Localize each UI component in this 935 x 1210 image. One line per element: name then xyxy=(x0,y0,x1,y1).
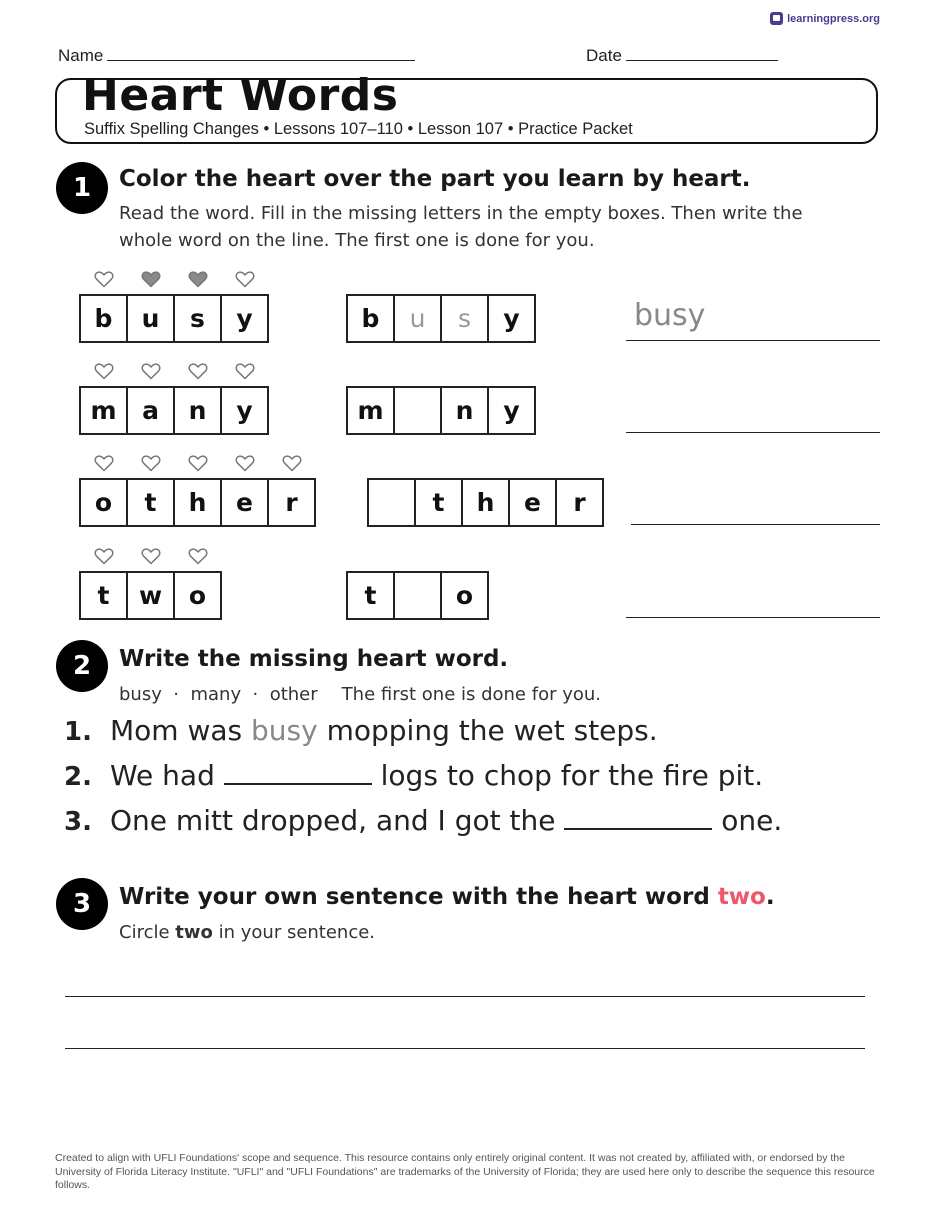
heart-icon[interactable] xyxy=(173,363,222,385)
heart-row xyxy=(79,455,316,477)
letter-tile: t xyxy=(126,478,175,527)
practice-letter-tile[interactable]: u xyxy=(393,294,442,343)
letter-tile: h xyxy=(173,478,222,527)
heart-icon[interactable] xyxy=(173,548,222,570)
footer-disclaimer: Created to align with UFLI Foundations' scope and sequence. This resource contains only entirely original content. It was not created by, affiliated with, or endorsed by the University of Florida Literacy Institute. "UFLI" and "UFLI Foundations" are trademarks of the University of Florida; they are used here only to describe the sequence this resource follows. xyxy=(55,1152,875,1191)
heart-row xyxy=(79,271,269,293)
writing-line-2[interactable] xyxy=(65,1047,865,1049)
instr-word: two xyxy=(175,922,213,943)
name-label: Name xyxy=(58,46,104,65)
heart-icon[interactable] xyxy=(220,363,269,385)
heart-icon[interactable] xyxy=(126,363,175,385)
date-line xyxy=(626,46,778,61)
answer-blank[interactable] xyxy=(224,761,372,785)
name-line xyxy=(107,46,415,61)
practice-letter-tile: o xyxy=(440,571,489,620)
word-tiles xyxy=(79,478,316,527)
word-tiles xyxy=(79,294,269,343)
heart-word-highlight: two xyxy=(717,884,766,910)
date-label: Date xyxy=(586,46,622,65)
letter-tile: w xyxy=(126,571,175,620)
heart-icon[interactable] xyxy=(267,455,316,477)
letter-tile: m xyxy=(79,386,128,435)
sentence-1 xyxy=(64,714,658,747)
written-answer: busy xyxy=(634,298,706,333)
sentence-answer: busy xyxy=(251,714,318,747)
section-2-word-bank xyxy=(119,681,601,708)
brand-text: learningpress.org xyxy=(787,12,880,25)
heart-icon[interactable] xyxy=(79,455,128,477)
sentence-3 xyxy=(64,804,782,837)
section-1-instructions-line1: Read the word. Fill in the missing letters in the empty boxes. Then write the xyxy=(119,203,803,224)
practice-tiles xyxy=(346,571,489,620)
sentence-text: Mom was xyxy=(110,714,252,747)
page-subtitle: Suffix Spelling Changes • Lessons 107–110 • Lesson 107 • Practice Packet xyxy=(84,120,633,138)
practice-letter-tile: t xyxy=(414,478,463,527)
instr-text: Circle xyxy=(119,922,176,943)
letter-tile: n xyxy=(173,386,222,435)
page-title: Heart Words xyxy=(82,70,399,121)
section-2-heading: Write the missing heart word. xyxy=(119,646,509,672)
section-1-instructions-line2: whole word on the line. The first one is done for you. xyxy=(119,230,595,251)
letter-tile: o xyxy=(79,478,128,527)
word-tiles xyxy=(79,386,269,435)
sentence-text: We had xyxy=(110,759,224,792)
sentence-number: 1. xyxy=(64,717,92,747)
practice-letter-tile[interactable]: s xyxy=(440,294,489,343)
heart-icon[interactable] xyxy=(126,271,175,293)
word-tiles xyxy=(79,571,222,620)
practice-letter-tile: b xyxy=(346,294,395,343)
sentence-text: logs to chop for the fire pit. xyxy=(371,759,764,792)
answer-line[interactable] xyxy=(626,431,880,433)
section-1-heading: Color the heart over the part you learn by heart. xyxy=(119,166,751,192)
sentence-text: mopping the wet steps. xyxy=(317,714,658,747)
section-3-instructions xyxy=(119,919,375,946)
heart-icon[interactable] xyxy=(220,455,269,477)
practice-letter-tile: h xyxy=(461,478,510,527)
sentence-number: 3. xyxy=(64,807,92,837)
section-3-number: 3 xyxy=(56,878,108,930)
answer-line[interactable] xyxy=(631,523,880,525)
letter-tile: o xyxy=(173,571,222,620)
brand-logo-icon xyxy=(770,12,783,25)
heart-icon[interactable] xyxy=(79,548,128,570)
letter-tile: e xyxy=(220,478,269,527)
practice-letter-tile: y xyxy=(487,386,536,435)
heart-icon[interactable] xyxy=(220,271,269,293)
practice-tiles xyxy=(346,386,536,435)
instr-text: in your sentence. xyxy=(212,922,376,943)
writing-line-1[interactable] xyxy=(65,995,865,997)
section-3-heading-end: . xyxy=(765,884,775,910)
letter-tile: r xyxy=(267,478,316,527)
heart-icon[interactable] xyxy=(126,548,175,570)
section-3-heading xyxy=(119,884,775,910)
empty-letter-box[interactable] xyxy=(393,571,442,620)
sentence-text: one. xyxy=(712,804,783,837)
empty-letter-box[interactable] xyxy=(367,478,416,527)
practice-tiles xyxy=(346,294,536,343)
letter-tile: a xyxy=(126,386,175,435)
date-field xyxy=(586,46,778,66)
letter-tile: b xyxy=(79,294,128,343)
heart-icon[interactable] xyxy=(79,363,128,385)
name-field xyxy=(58,46,415,66)
sentence-number: 2. xyxy=(64,762,92,792)
section-3-heading-text: Write your own sentence with the heart word xyxy=(119,884,718,910)
practice-letter-tile: n xyxy=(440,386,489,435)
brand-badge xyxy=(770,12,880,25)
empty-letter-box[interactable] xyxy=(393,386,442,435)
letter-tile: s xyxy=(173,294,222,343)
sentence-2 xyxy=(64,759,763,792)
practice-letter-tile: m xyxy=(346,386,395,435)
answer-blank[interactable] xyxy=(564,806,712,830)
heart-row xyxy=(79,363,269,385)
practice-letter-tile: r xyxy=(555,478,604,527)
heart-row xyxy=(79,548,222,570)
section-1-number: 1 xyxy=(56,162,108,214)
heart-icon[interactable] xyxy=(126,455,175,477)
answer-line[interactable] xyxy=(626,339,880,341)
practice-letter-tile: t xyxy=(346,571,395,620)
heart-icon[interactable] xyxy=(79,271,128,293)
word-bank: busy · many · other xyxy=(119,684,318,705)
practice-letter-tile: y xyxy=(487,294,536,343)
section-2-number: 2 xyxy=(56,640,108,692)
letter-tile: u xyxy=(126,294,175,343)
letter-tile: y xyxy=(220,386,269,435)
practice-letter-tile: e xyxy=(508,478,557,527)
heart-icon[interactable] xyxy=(173,455,222,477)
letter-tile: y xyxy=(220,294,269,343)
answer-line[interactable] xyxy=(626,616,880,618)
sentence-text: One mitt dropped, and I got the xyxy=(110,804,565,837)
heart-icon[interactable] xyxy=(173,271,222,293)
practice-tiles xyxy=(367,478,604,527)
letter-tile: t xyxy=(79,571,128,620)
section-2-note: The first one is done for you. xyxy=(341,684,601,705)
